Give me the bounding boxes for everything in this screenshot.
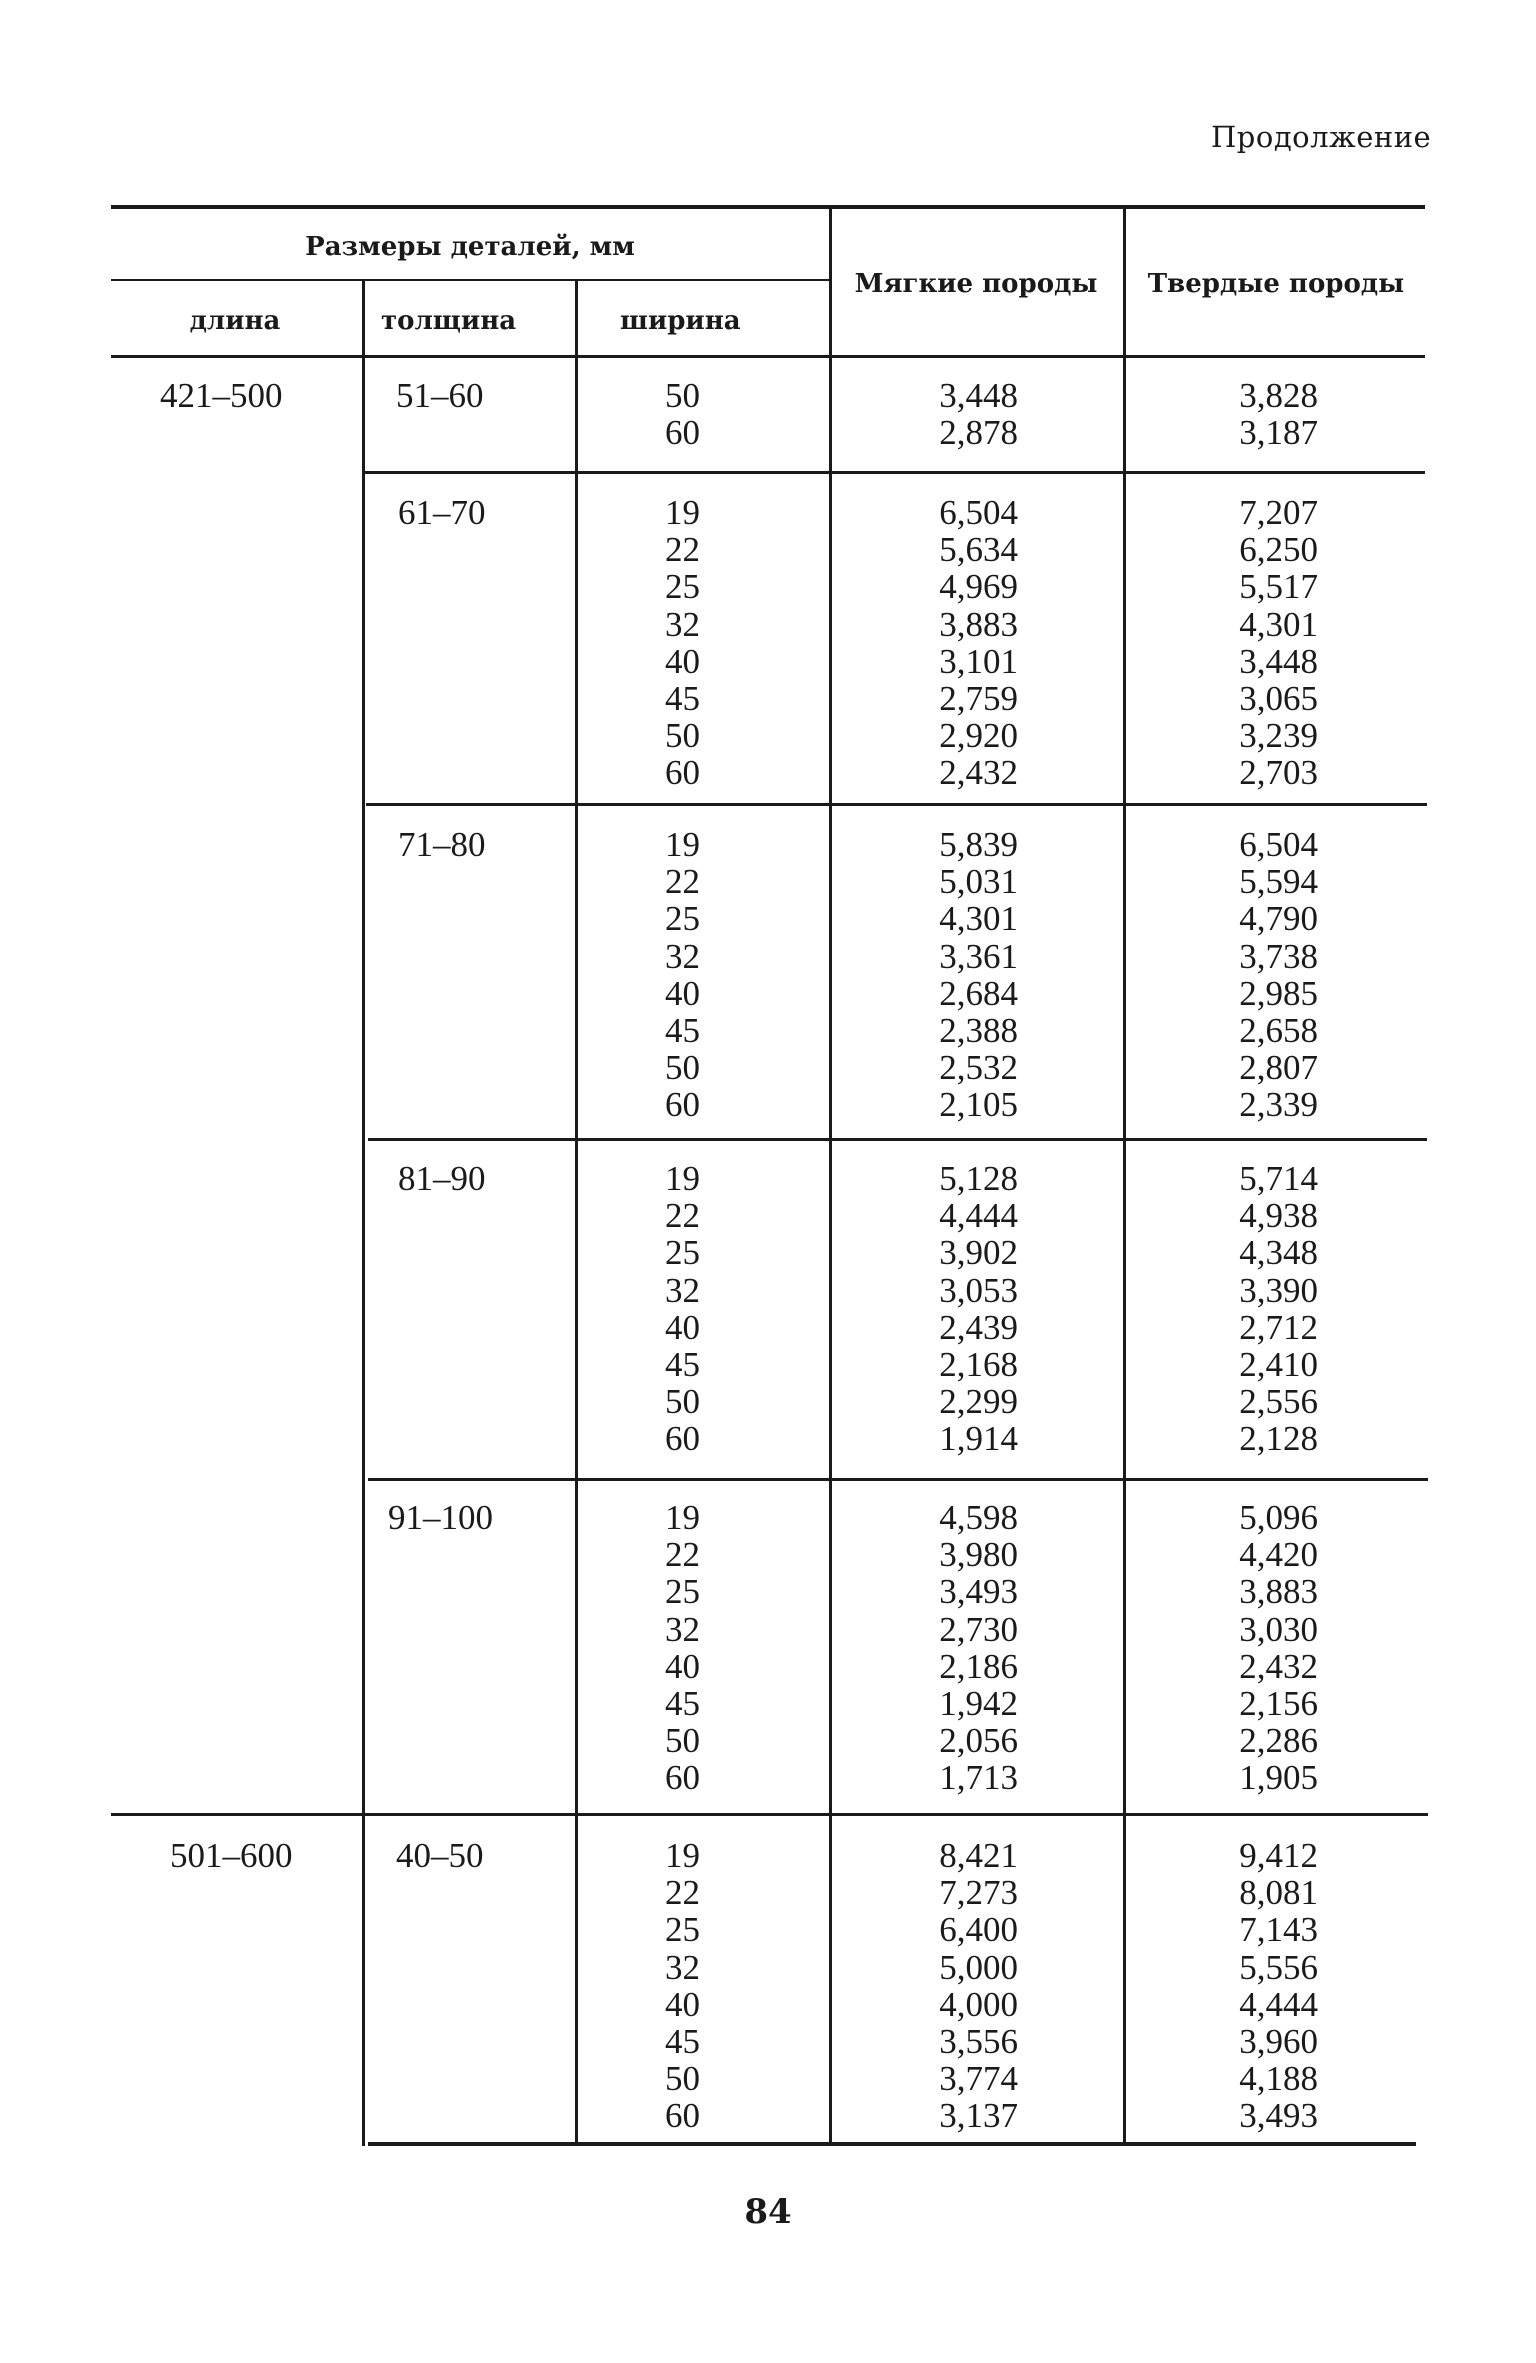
header-soft: Мягкие породы — [854, 269, 1098, 299]
hard-cell: 2,286 — [1239, 1721, 1318, 1761]
soft-cell: 3,774 — [939, 2059, 1018, 2099]
thickness-value: 81–90 — [398, 1159, 486, 1198]
width-cell: 19 — [665, 1836, 700, 1875]
hard-cell: 4,420 — [1239, 1535, 1318, 1575]
soft-cell: 5,031 — [939, 862, 1018, 902]
soft-column — [898, 377, 1018, 451]
table-bottom-rule — [368, 2142, 1416, 2146]
thickness-value: 61–70 — [398, 493, 486, 532]
soft-cell: 2,432 — [939, 753, 1018, 793]
width-cell: 22 — [665, 1535, 700, 1575]
soft-column — [898, 1499, 1018, 1797]
width-cell: 32 — [665, 1609, 700, 1649]
width-cell: 60 — [665, 413, 700, 453]
section-divider — [111, 1813, 1428, 1816]
continuation-label: Продолжение — [1211, 120, 1432, 154]
width-cell: 45 — [665, 1344, 700, 1384]
hard-cell: 6,250 — [1239, 530, 1318, 570]
page-number: 84 — [744, 2192, 792, 2232]
hard-column — [1198, 1837, 1318, 2135]
hard-cell: 3,828 — [1239, 376, 1318, 415]
width-cell: 25 — [665, 899, 700, 939]
width-cell: 19 — [665, 825, 700, 864]
hard-cell: 4,348 — [1239, 1233, 1318, 1273]
width-cell: 22 — [665, 530, 700, 570]
hard-cell: 3,390 — [1239, 1270, 1318, 1310]
hard-cell: 4,188 — [1239, 2059, 1318, 2099]
block-divider-1 — [364, 471, 1425, 474]
hard-cell: 4,301 — [1239, 604, 1318, 644]
hard-cell: 3,030 — [1239, 1609, 1318, 1649]
width-cell: 45 — [665, 678, 700, 718]
header-thickness: толщина — [381, 306, 517, 336]
hard-cell: 3,187 — [1239, 413, 1318, 453]
length-value: 421–500 — [160, 376, 283, 415]
width-column — [640, 1160, 700, 1458]
hard-column — [1198, 1499, 1318, 1797]
width-cell: 25 — [665, 1233, 700, 1273]
width-cell: 32 — [665, 936, 700, 976]
width-cell: 32 — [665, 604, 700, 644]
width-cell: 60 — [665, 1085, 700, 1125]
soft-cell: 2,439 — [939, 1307, 1018, 1347]
soft-column — [898, 1837, 1018, 2135]
hard-cell: 3,493 — [1239, 2096, 1318, 2136]
width-cell: 50 — [665, 1048, 700, 1088]
hard-cell: 2,410 — [1239, 1344, 1318, 1384]
soft-cell: 7,273 — [939, 1873, 1018, 1913]
soft-cell: 2,730 — [939, 1609, 1018, 1649]
soft-cell: 2,759 — [939, 678, 1018, 718]
width-cell: 19 — [665, 493, 700, 532]
soft-cell: 4,598 — [939, 1498, 1018, 1537]
width-cell: 50 — [665, 716, 700, 756]
hard-cell: 5,714 — [1239, 1159, 1318, 1198]
soft-cell: 3,980 — [939, 1535, 1018, 1575]
hard-cell: 8,081 — [1239, 1873, 1318, 1913]
soft-cell: 6,400 — [939, 1910, 1018, 1950]
hard-column — [1198, 1160, 1318, 1458]
width-column — [640, 377, 700, 451]
soft-cell: 2,168 — [939, 1344, 1018, 1384]
soft-cell: 8,421 — [939, 1836, 1018, 1875]
table-top-rule — [111, 205, 1425, 209]
width-cell: 50 — [665, 2059, 700, 2099]
hard-cell: 2,339 — [1239, 1085, 1318, 1125]
soft-cell: 1,942 — [939, 1683, 1018, 1723]
width-cell: 50 — [665, 376, 700, 415]
hard-cell: 5,594 — [1239, 862, 1318, 902]
hard-column — [1198, 494, 1318, 792]
soft-cell: 4,444 — [939, 1196, 1018, 1236]
width-cell: 60 — [665, 2096, 700, 2136]
width-cell: 25 — [665, 567, 700, 607]
hard-cell: 7,207 — [1239, 493, 1318, 532]
width-cell: 60 — [665, 1419, 700, 1459]
width-column — [640, 494, 700, 792]
hard-cell: 5,517 — [1239, 567, 1318, 607]
width-column — [640, 1499, 700, 1797]
hard-cell: 2,156 — [1239, 1683, 1318, 1723]
soft-cell: 5,128 — [939, 1159, 1018, 1198]
soft-cell: 2,388 — [939, 1010, 1018, 1050]
width-cell: 40 — [665, 1646, 700, 1686]
hard-cell: 4,938 — [1239, 1196, 1318, 1236]
hard-cell: 2,712 — [1239, 1307, 1318, 1347]
soft-cell: 4,301 — [939, 899, 1018, 939]
soft-column — [898, 826, 1018, 1124]
soft-cell: 3,883 — [939, 604, 1018, 644]
hard-cell: 2,985 — [1239, 973, 1318, 1013]
soft-cell: 1,713 — [939, 1758, 1018, 1798]
width-column — [640, 826, 700, 1124]
width-cell: 25 — [665, 1910, 700, 1950]
hard-column — [1198, 826, 1318, 1124]
soft-cell: 2,186 — [939, 1646, 1018, 1686]
length-value: 501–600 — [170, 1836, 293, 1875]
column-divider-thickness — [575, 279, 578, 2146]
soft-cell: 2,684 — [939, 973, 1018, 1013]
header-width: ширина — [620, 306, 741, 336]
hard-cell: 3,065 — [1239, 678, 1318, 718]
soft-column — [898, 1160, 1018, 1458]
hard-cell: 2,807 — [1239, 1048, 1318, 1088]
hard-cell: 7,143 — [1239, 1910, 1318, 1950]
soft-cell: 3,493 — [939, 1572, 1018, 1612]
width-cell: 45 — [665, 1683, 700, 1723]
thickness-value: 71–80 — [398, 825, 486, 864]
header-length: длина — [189, 306, 281, 336]
hard-cell: 9,412 — [1239, 1836, 1318, 1875]
thickness-value: 40–50 — [396, 1836, 484, 1875]
width-cell: 50 — [665, 1382, 700, 1422]
header-hard: Твердые породы — [1147, 269, 1405, 299]
soft-cell: 4,969 — [939, 567, 1018, 607]
block-divider-4 — [368, 1478, 1428, 1481]
hard-column — [1198, 377, 1318, 451]
soft-cell: 3,902 — [939, 1233, 1018, 1273]
width-cell: 40 — [665, 973, 700, 1013]
width-cell: 50 — [665, 1721, 700, 1761]
soft-cell: 2,878 — [939, 413, 1018, 453]
group-header-rule — [111, 279, 829, 281]
hard-cell: 2,556 — [1239, 1382, 1318, 1422]
header-bottom-rule — [111, 355, 1425, 358]
width-cell: 60 — [665, 1758, 700, 1798]
width-cell: 40 — [665, 1984, 700, 2024]
hard-cell: 6,504 — [1239, 825, 1318, 864]
soft-cell: 2,105 — [939, 1085, 1018, 1125]
width-cell: 32 — [665, 1947, 700, 1987]
width-cell: 22 — [665, 862, 700, 902]
hard-cell: 4,444 — [1239, 1984, 1318, 2024]
column-divider-length — [362, 279, 365, 2146]
hard-cell: 3,883 — [1239, 1572, 1318, 1612]
width-cell: 19 — [665, 1159, 700, 1198]
soft-cell: 3,053 — [939, 1270, 1018, 1310]
soft-cell: 1,914 — [939, 1419, 1018, 1459]
hard-cell: 2,432 — [1239, 1646, 1318, 1686]
soft-cell: 5,839 — [939, 825, 1018, 864]
width-cell: 40 — [665, 641, 700, 681]
hard-cell: 3,448 — [1239, 641, 1318, 681]
soft-cell: 5,634 — [939, 530, 1018, 570]
width-cell: 40 — [665, 1307, 700, 1347]
hard-cell: 1,905 — [1239, 1758, 1318, 1798]
hard-cell: 3,738 — [1239, 936, 1318, 976]
soft-cell: 2,920 — [939, 716, 1018, 756]
width-cell: 19 — [665, 1498, 700, 1537]
column-divider-width — [829, 205, 832, 2146]
soft-cell: 3,361 — [939, 936, 1018, 976]
hard-cell: 3,960 — [1239, 2021, 1318, 2061]
width-cell: 25 — [665, 1572, 700, 1612]
soft-cell: 3,101 — [939, 641, 1018, 681]
thickness-value: 91–100 — [388, 1498, 493, 1537]
hard-cell: 2,128 — [1239, 1419, 1318, 1459]
soft-cell: 2,299 — [939, 1382, 1018, 1422]
soft-cell: 2,532 — [939, 1048, 1018, 1088]
soft-cell: 5,000 — [939, 1947, 1018, 1987]
width-cell: 45 — [665, 1010, 700, 1050]
soft-cell: 2,056 — [939, 1721, 1018, 1761]
soft-cell: 3,556 — [939, 2021, 1018, 2061]
hard-cell: 2,703 — [1239, 753, 1318, 793]
block-divider-3 — [368, 1138, 1427, 1141]
hard-cell: 2,658 — [1239, 1010, 1318, 1050]
width-column — [640, 1837, 700, 2135]
header-group-sizes: Размеры деталей, мм — [305, 232, 635, 262]
column-divider-soft — [1123, 205, 1126, 2146]
width-cell: 32 — [665, 1270, 700, 1310]
soft-cell: 3,448 — [939, 376, 1018, 415]
soft-column — [898, 494, 1018, 792]
soft-cell: 3,137 — [939, 2096, 1018, 2136]
hard-cell: 4,790 — [1239, 899, 1318, 939]
hard-cell: 3,239 — [1239, 716, 1318, 756]
width-cell: 22 — [665, 1873, 700, 1913]
soft-cell: 6,504 — [939, 493, 1018, 532]
thickness-value: 51–60 — [396, 376, 484, 415]
hard-cell: 5,556 — [1239, 1947, 1318, 1987]
width-cell: 22 — [665, 1196, 700, 1236]
block-divider-2 — [366, 803, 1427, 806]
width-cell: 45 — [665, 2021, 700, 2061]
width-cell: 60 — [665, 753, 700, 793]
hard-cell: 5,096 — [1239, 1498, 1318, 1537]
soft-cell: 4,000 — [939, 1984, 1018, 2024]
